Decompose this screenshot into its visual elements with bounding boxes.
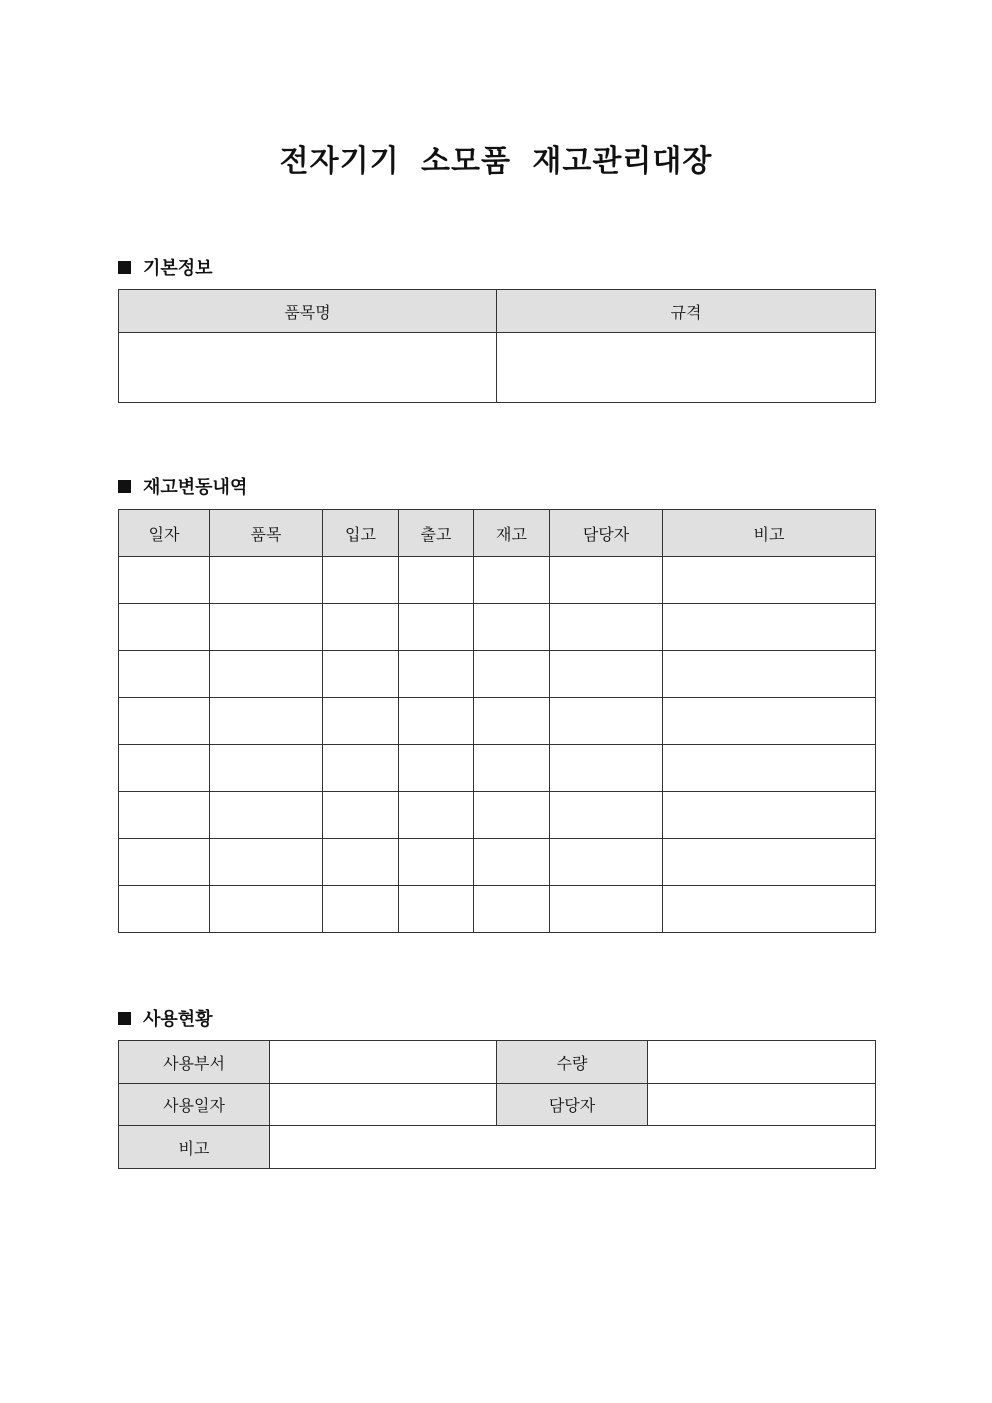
- qty-field[interactable]: [648, 1041, 876, 1084]
- table-cell[interactable]: [399, 792, 474, 839]
- table-cell[interactable]: [323, 745, 399, 792]
- square-bullet-icon: [118, 1012, 131, 1025]
- table-cell[interactable]: [210, 839, 323, 886]
- table-cell[interactable]: [210, 698, 323, 745]
- table-cell[interactable]: [119, 839, 210, 886]
- table-cell[interactable]: [550, 886, 663, 933]
- col-header-out: 출고: [399, 510, 474, 557]
- table-cell[interactable]: [550, 745, 663, 792]
- col-header-stock: 재고: [474, 510, 550, 557]
- table-cell[interactable]: [210, 557, 323, 604]
- section-heading-usage: [118, 1005, 213, 1031]
- col-header-date: 일자: [119, 510, 210, 557]
- table-cell[interactable]: [663, 886, 876, 933]
- item-name-field[interactable]: [119, 333, 497, 403]
- table-cell[interactable]: [119, 604, 210, 651]
- table-cell[interactable]: [119, 698, 210, 745]
- table-cell[interactable]: [474, 886, 550, 933]
- table-cell[interactable]: [323, 651, 399, 698]
- header-spec: 규격: [497, 290, 876, 333]
- table-row: [119, 604, 876, 651]
- table-cell[interactable]: [399, 886, 474, 933]
- table-cell[interactable]: [474, 557, 550, 604]
- table-cell[interactable]: [210, 886, 323, 933]
- table-cell[interactable]: [210, 792, 323, 839]
- col-header-manager: 담당자: [550, 510, 663, 557]
- spec-field[interactable]: [497, 333, 876, 403]
- dept-field[interactable]: [270, 1041, 497, 1084]
- label-qty: 수량: [497, 1041, 648, 1084]
- table-cell[interactable]: [550, 698, 663, 745]
- table-row: [119, 745, 876, 792]
- table-cell[interactable]: [474, 839, 550, 886]
- table-cell[interactable]: [399, 604, 474, 651]
- table-cell[interactable]: [323, 557, 399, 604]
- table-cell[interactable]: [210, 745, 323, 792]
- square-bullet-icon: [118, 480, 131, 493]
- table-cell[interactable]: [474, 651, 550, 698]
- table-cell[interactable]: [210, 604, 323, 651]
- table-cell[interactable]: [119, 557, 210, 604]
- col-header-note: 비고: [663, 510, 876, 557]
- square-bullet-icon: [118, 261, 131, 274]
- table-cell[interactable]: [550, 557, 663, 604]
- table-cell[interactable]: [663, 792, 876, 839]
- table-cell[interactable]: [323, 792, 399, 839]
- document-title: 전자기기 소모품 재고관리대장: [279, 144, 713, 179]
- section-heading-basic: [118, 254, 213, 280]
- table-cell[interactable]: [119, 792, 210, 839]
- table-cell[interactable]: [323, 839, 399, 886]
- table-cell[interactable]: [550, 651, 663, 698]
- col-header-in: 입고: [323, 510, 399, 557]
- table-row: [119, 886, 876, 933]
- table-cell[interactable]: [550, 839, 663, 886]
- table-cell[interactable]: [399, 651, 474, 698]
- section-heading-label: 사용현황: [143, 1009, 213, 1030]
- section-heading-label: 기본정보: [143, 258, 213, 279]
- table-cell[interactable]: [323, 604, 399, 651]
- table-cell[interactable]: [663, 557, 876, 604]
- basic-info-table: [118, 289, 876, 403]
- table-cell[interactable]: [663, 651, 876, 698]
- table-cell[interactable]: [399, 839, 474, 886]
- usage-table: [118, 1040, 876, 1169]
- stock-change-table: [118, 509, 876, 933]
- table-cell[interactable]: [474, 792, 550, 839]
- table-cell[interactable]: [119, 886, 210, 933]
- table-cell[interactable]: [474, 604, 550, 651]
- header-item-name: 품목명: [119, 290, 497, 333]
- table-cell[interactable]: [663, 839, 876, 886]
- table-row: [119, 698, 876, 745]
- table-row: [119, 651, 876, 698]
- col-header-item: 품목: [210, 510, 323, 557]
- label-note: 비고: [119, 1126, 270, 1169]
- label-date: 사용일자: [119, 1084, 270, 1126]
- table-cell[interactable]: [210, 651, 323, 698]
- table-cell[interactable]: [663, 698, 876, 745]
- table-row: [119, 792, 876, 839]
- table-cell[interactable]: [550, 604, 663, 651]
- label-manager: 담당자: [497, 1084, 648, 1126]
- table-cell[interactable]: [119, 651, 210, 698]
- table-cell[interactable]: [663, 745, 876, 792]
- table-cell[interactable]: [399, 698, 474, 745]
- table-cell[interactable]: [474, 745, 550, 792]
- table-cell[interactable]: [550, 792, 663, 839]
- manager-field[interactable]: [648, 1084, 876, 1126]
- label-dept: 사용부서: [119, 1041, 270, 1084]
- table-cell[interactable]: [399, 745, 474, 792]
- table-row: [119, 839, 876, 886]
- table-row: [119, 557, 876, 604]
- section-heading-label: 재고변동내역: [143, 477, 248, 498]
- table-cell[interactable]: [323, 886, 399, 933]
- section-heading-changes: [118, 473, 247, 499]
- table-cell[interactable]: [663, 604, 876, 651]
- table-cell[interactable]: [119, 745, 210, 792]
- note-field[interactable]: [270, 1126, 876, 1169]
- date-field[interactable]: [270, 1084, 497, 1126]
- table-cell[interactable]: [474, 698, 550, 745]
- table-cell[interactable]: [323, 698, 399, 745]
- table-cell[interactable]: [399, 557, 474, 604]
